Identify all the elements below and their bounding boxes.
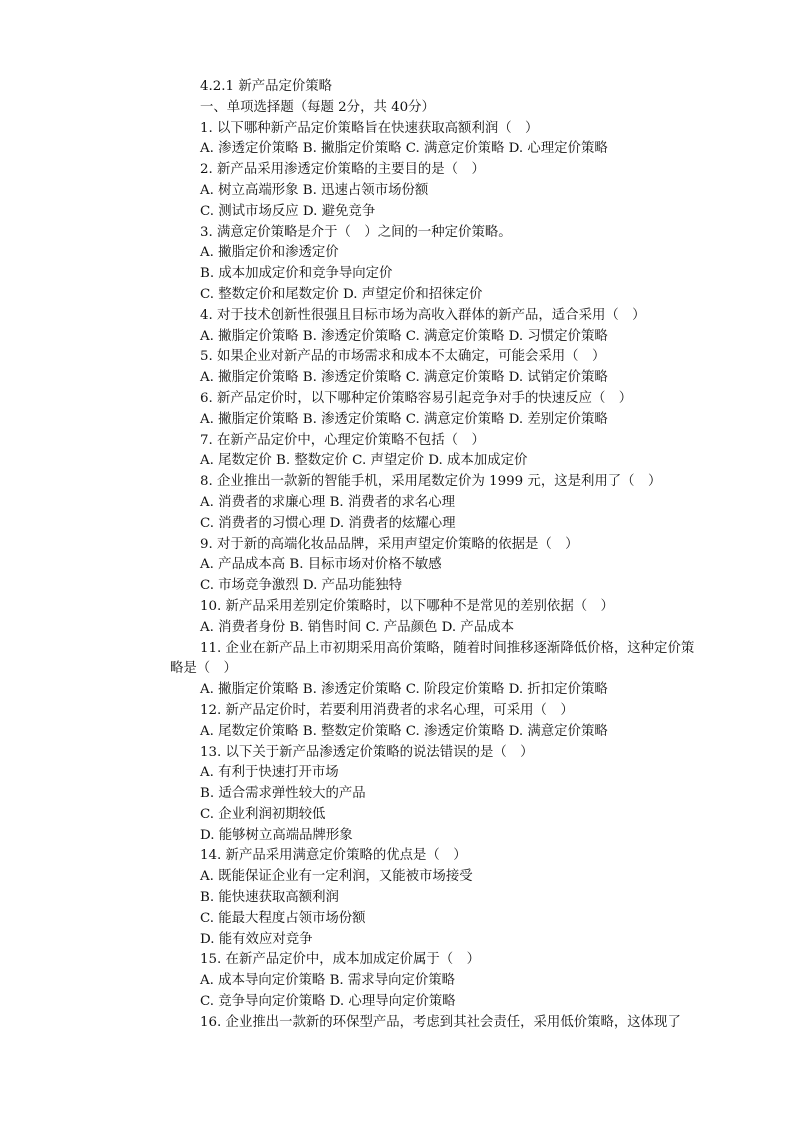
question-5: 5. 如果企业对新产品的市场需求和成本不太确定，可能会采用（ ） [200,349,606,365]
section-heading: 4.2.1 新产品定价策略 [200,79,333,94]
question-2-options-a: A. 树立高端形象 B. 迅速占领市场份额 [200,182,429,198]
question-1: 1. 以下哪种新产品定价策略旨在快速获取高额利润（ ） [200,120,539,136]
question-4-options: A. 撇脂定价策略 B. 渗透定价策略 C. 满意定价策略 D. 习惯定价策略 [200,328,608,344]
question-6: 6. 新产品定价时，以下哪种定价策略容易引起竞争对手的快速反应（ ） [200,390,633,406]
question-11: 11. 企业在新产品上市初期采用高价策略，随着时间推移逐渐降低价格，这种定价策 [200,640,695,656]
question-15: 15. 在新产品定价中，成本加成定价属于（ ） [200,952,480,968]
question-14: 14. 新产品采用满意定价策略的优点是（ ） [200,848,467,864]
question-8: 8. 企业推出一款新的智能手机，采用尾数定价为 1999 元，这是利用了（ ） [200,474,662,490]
question-7-options: A. 尾数定价 B. 整数定价 C. 声望定价 D. 成本加成定价 [200,453,528,469]
question-12: 12. 新产品定价时，若要利用消费者的求名心理，可采用（ ） [200,702,574,718]
question-16: 16. 企业推出一款新的环保型产品，考虑到其社会责任，采用低价策略，这体现了 [200,1014,681,1030]
question-10: 10. 新产品采用差别定价策略时，以下哪种不是常见的差别依据（ ） [200,598,614,614]
question-8-options-cd: C. 消费者的习惯心理 D. 消费者的炫耀心理 [200,515,456,531]
question-13-option-c: C. 企业利润初期较低 [200,806,326,822]
document-body [170,77,730,1034]
question-2: 2. 新产品采用渗透定价策略的主要目的是（ ） [200,162,485,178]
question-8-options-ab: A. 消费者的求廉心理 B. 消费者的求名心理 [200,494,456,510]
question-13-option-a: A. 有利于快速打开市场 [200,765,339,781]
section-subheading: 一、单项选择题（每题 2分，共 40分） [200,99,435,115]
question-3-option-a: A. 撇脂定价和渗透定价 [200,245,339,261]
question-13-option-b: B. 适合需求弹性较大的产品 [200,786,366,802]
question-11-continuation: 略是（ ） [170,661,237,677]
question-6-options: A. 撇脂定价策略 B. 渗透定价策略 C. 满意定价策略 D. 差别定价策略 [200,411,608,427]
question-15-options-ab: A. 成本导向定价策略 B. 需求导向定价策略 [200,973,456,989]
question-14-option-d: D. 能有效应对竞争 [200,931,313,947]
question-9: 9. 对于新的高端化妆品品牌，采用声望定价策略的依据是（ ） [200,536,579,552]
question-14-option-c: C. 能最大程度占领市场份额 [200,910,366,926]
question-9-options-cd: C. 市场竞争激烈 D. 产品功能独特 [200,578,402,594]
question-9-options-ab: A. 产品成本高 B. 目标市场对价格不敏感 [200,557,442,573]
question-13: 13. 以下关于新产品渗透定价策略的说法错误的是（ ） [200,744,534,760]
question-12-options: A. 尾数定价策略 B. 整数定价策略 C. 渗透定价策略 D. 满意定价策略 [200,723,608,739]
question-14-option-b: B. 能快速获取高额利润 [200,890,339,906]
question-14-option-a: A. 既能保证企业有一定利润，又能被市场接受 [200,869,473,885]
question-1-options: A. 渗透定价策略 B. 撇脂定价策略 C. 满意定价策略 D. 心理定价策略 [200,141,608,157]
question-7: 7. 在新产品定价中，心理定价策略不包括（ ） [200,432,485,448]
question-15-options-cd: C. 竞争导向定价策略 D. 心理导向定价策略 [200,994,456,1010]
question-11-options: A. 撇脂定价策略 B. 渗透定价策略 C. 阶段定价策略 D. 折扣定价策略 [200,682,608,698]
question-4: 4. 对于技术创新性很强且目标市场为高收入群体的新产品，适合采用（ ） [200,307,646,323]
question-3-option-b: B. 成本加成定价和竞争导向定价 [200,266,393,282]
question-13-option-d: D. 能够树立高端品牌形象 [200,827,353,843]
question-2-options-b: C. 测试市场反应 D. 避免竞争 [200,203,376,219]
question-3-option-cd: C. 整数定价和尾数定价 D. 声望定价和招徕定价 [200,286,483,302]
question-3: 3. 满意定价策略是介于（ ）之间的一种定价策略。 [200,224,512,240]
question-10-options: A. 消费者身份 B. 销售时间 C. 产品颜色 D. 产品成本 [200,619,514,635]
question-5-options: A. 撇脂定价策略 B. 渗透定价策略 C. 满意定价策略 D. 试销定价策略 [200,370,608,386]
